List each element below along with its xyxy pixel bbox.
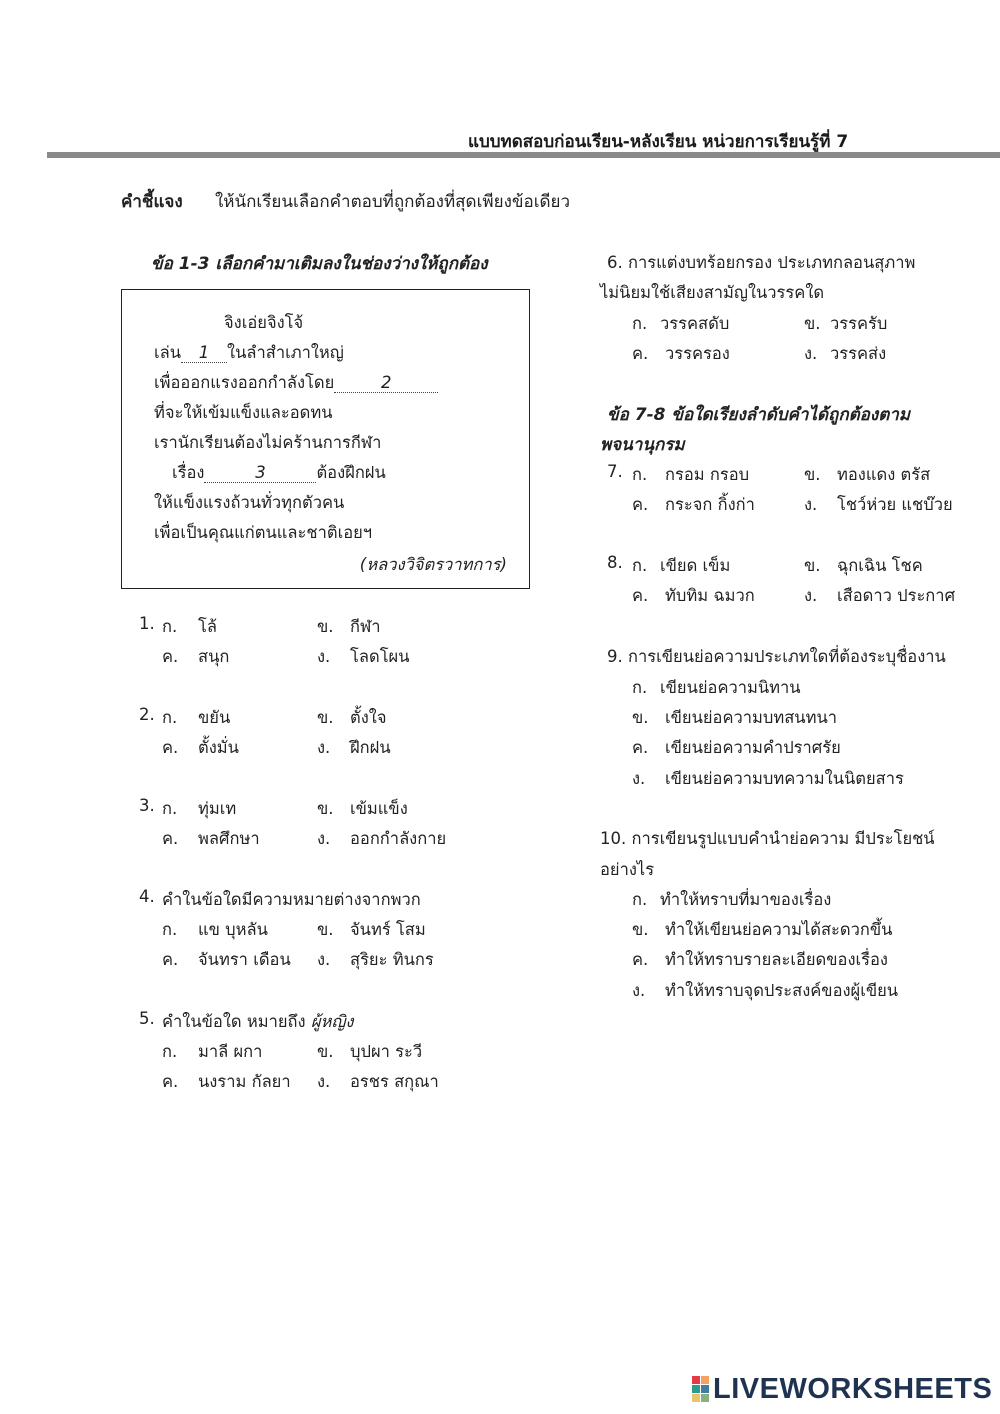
q9-option-d[interactable]: เขียนย่อความบทความในนิตยสาร [665,769,904,788]
q8-option-a[interactable]: เขียด เข็ม [660,556,731,575]
q3-option-a-label: ก. [162,799,178,818]
q7-number: 7. [607,462,623,481]
poem-line-7: ให้แข็งแรงถ้วนทั่วทุกตัวคน [154,493,345,512]
q6-option-b[interactable]: วรรครับ [830,314,888,333]
q10-stem-line-1: 10. การเขียนรูปแบบคำนำย่อความ มีประโยชน์ [600,829,935,848]
q6-option-b-label: ข. [804,314,821,333]
q9-stem: 9. การเขียนย่อความประเภทใดที่ต้องระบุชื่องาน [607,647,946,666]
poem-line-6-pre: เรื่อง [172,463,205,482]
q3-option-d[interactable]: ออกกำลังกาย [350,829,447,848]
q3-option-b-label: ข. [317,799,334,818]
q6-option-a[interactable]: วรรคสดับ [660,314,730,333]
q9-option-a[interactable]: เขียนย่อความนิทาน [660,678,801,697]
q6-option-a-label: ก. [632,314,648,333]
q10-option-a[interactable]: ทำให้ทราบที่มาของเรื่อง [660,890,832,909]
section-7-8-heading-line-1: ข้อ 7-8 ข้อใดเรียงลำดับคำได้ถูกต้องตาม [607,405,910,425]
header-divider [47,152,1000,158]
q8-number: 8. [607,553,623,572]
q1-option-c-label: ค. [162,647,179,666]
q9-option-b-label: ข. [632,708,649,727]
page-header-title: แบบทดสอบก่อนเรียน-หลังเรียน หน่วยการเรียนรู้ที่ 7 [468,132,849,152]
poem-line-6-post: ต้องฝึกฝน [316,463,386,482]
q7-option-a-label: ก. [632,465,648,484]
q2-option-c-label: ค. [162,738,179,757]
q8-option-c-label: ค. [632,586,649,605]
poem-credit: (หลวงวิจิตรวาทการ) [359,555,507,574]
poem-line-6 [172,460,386,486]
q8-option-c[interactable]: ทับทิม ฉมวก [665,586,755,605]
q5-option-d[interactable]: อรชร สกุณา [350,1072,439,1091]
section-7-8-heading-line-2: พจนานุกรม [600,435,685,455]
liveworksheets-logo[interactable] [692,1374,992,1404]
q7-option-b-label: ข. [804,465,821,484]
q7-option-a[interactable]: กรอม กรอบ [665,465,750,484]
q7-option-d-label: ง. [804,495,818,514]
q5-stem [162,1009,354,1035]
q8-option-d-label: ง. [804,586,818,605]
liveworksheets-logo-text: LIVEWORKSHEETS [713,1372,993,1405]
q1-option-d-label: ง. [317,647,331,666]
poem-line-3-pre: เพื่อออกแรงออกกำลังโดย [154,373,335,392]
q9-option-c[interactable]: เขียนย่อความคำปราศรัย [665,738,841,757]
logo-square-icon [692,1376,700,1384]
q2-number: 2. [139,705,155,724]
q7-option-d[interactable]: โชว์ห่วย แชบ๊วย [837,495,953,514]
q10-option-d-label: ง. [632,981,646,1000]
q6-option-c[interactable]: วรรครอง [665,344,730,363]
q2-option-b[interactable]: ตั้งใจ [350,708,387,727]
q4-option-b[interactable]: จันทร์ โสม [350,920,426,939]
q3-option-d-label: ง. [317,829,331,848]
q2-option-c[interactable]: ตั้งมั่น [198,738,239,757]
q5-option-c[interactable]: นงราม กัลยา [198,1072,291,1091]
q10-option-a-label: ก. [632,890,648,909]
q2-option-b-label: ข. [317,708,334,727]
q10-option-c[interactable]: ทำให้ทราบรายละเอียดของเรื่อง [665,950,888,969]
q6-option-c-label: ค. [632,344,649,363]
q2-option-d[interactable]: ฝึกฝน [350,738,391,757]
q3-option-c-label: ค. [162,829,179,848]
q4-option-c[interactable]: จันทรา เดือน [198,950,291,969]
q10-option-d[interactable]: ทำให้ทราบจุดประสงค์ของผู้เขียน [665,981,899,1000]
q4-option-a[interactable]: แข บุหลัน [198,920,268,939]
q1-option-b[interactable]: กีฬา [350,617,381,636]
q5-option-c-label: ค. [162,1072,179,1091]
q10-stem-line-2: อย่างไร [600,860,655,879]
q9-option-a-label: ก. [632,678,648,697]
q2-option-d-label: ง. [317,738,331,757]
q5-option-d-label: ง. [317,1072,331,1091]
q5-stem-text: คำในข้อใด หมายถึง [162,1012,306,1031]
q4-option-b-label: ข. [317,920,334,939]
poem-line-2-post: ในลำสำเภาใหญ่ [227,343,344,362]
logo-square-icon [701,1394,709,1402]
q1-option-a[interactable]: โล้ [198,617,217,636]
q10-option-b[interactable]: ทำให้เขียนย่อความได้สะดวกขึ้น [665,920,893,939]
q8-option-a-label: ก. [632,556,648,575]
q8-option-b-label: ข. [804,556,821,575]
q4-option-a-label: ก. [162,920,178,939]
q3-option-c[interactable]: พลศึกษา [198,829,260,848]
poem-line-5: เรานักเรียนต้องไม่คร้านการกีฬา [154,433,382,452]
q4-stem: คำในข้อใดมีความหมายต่างจากพวก [162,890,421,909]
poem-box [121,289,530,589]
poem-line-4: ที่จะให้เข้มแข็งและอดทน [154,403,333,422]
poem-line-3 [154,370,438,396]
poem-line-2-pre: เล่น [154,343,182,362]
q9-option-b[interactable]: เขียนย่อความบทสนทนา [665,708,838,727]
blank-1[interactable]: 1 [181,344,227,363]
q10-option-c-label: ค. [632,950,649,969]
blank-2[interactable]: 2 [334,374,438,393]
q5-option-b-label: ข. [317,1042,334,1061]
q4-option-c-label: ค. [162,950,179,969]
q2-option-a-label: ก. [162,708,178,727]
q7-option-b[interactable]: ทองแดง ตรัส [837,465,931,484]
section-1-3-heading: ข้อ 1-3 เลือกคำมาเติมลงในช่องว่างให้ถูกต้อง [151,254,488,274]
q1-number: 1. [139,614,155,633]
blank-3[interactable]: 3 [204,464,316,483]
instructions-text: ให้นักเรียนเลือกคำตอบที่ถูกต้องที่สุดเพียงข้อเดียว [215,192,571,212]
q4-number: 4. [139,887,155,906]
q6-stem-line-2: ไม่นิยมใช้เสียงสามัญในวรรคใด [600,283,825,302]
q4-option-d[interactable]: สุริยะ ทินกร [350,950,434,969]
q10-option-b-label: ข. [632,920,649,939]
q5-number: 5. [139,1009,155,1028]
q7-option-c-label: ค. [632,495,649,514]
q2-option-a[interactable]: ขยัน [198,708,231,727]
q5-stem-italic: ผู้หญิง [310,1012,354,1031]
logo-square-icon [701,1385,709,1393]
q8-option-d[interactable]: เสือดาว ประกาศ [837,586,956,605]
q7-option-c[interactable]: กระจก กิ้งก่า [665,495,755,514]
q5-option-b[interactable]: บุปผา ระวี [350,1042,423,1061]
q6-option-d-label: ง. [804,344,818,363]
q3-number: 3. [139,796,155,815]
poem-line-8: เพื่อเป็นคุณแก่ตนและชาติเอยฯ [154,523,373,542]
logo-square-icon [692,1385,700,1393]
logo-square-icon [701,1376,709,1384]
logo-square-icon [692,1394,700,1402]
q1-option-c[interactable]: สนุก [198,647,230,666]
q5-option-a-label: ก. [162,1042,178,1061]
q9-option-d-label: ง. [632,769,646,788]
q1-option-d[interactable]: โลดโผน [350,647,410,666]
q6-stem-line-1: 6. การแต่งบทร้อยกรอง ประเภทกลอนสุภาพ [607,253,916,272]
q9-option-c-label: ค. [632,738,649,757]
poem-title: จิงเอ่ยจิงโจ้ [224,313,304,332]
poem-line-2 [154,340,344,366]
q3-option-b[interactable]: เข้มแข็ง [350,799,408,818]
q6-option-d[interactable]: วรรคส่ง [830,344,887,363]
q5-option-a[interactable]: มาลี ผกา [198,1042,263,1061]
q1-option-b-label: ข. [317,617,334,636]
q1-option-a-label: ก. [162,617,178,636]
instructions-label: คำชี้แจง [121,192,183,212]
q4-option-d-label: ง. [317,950,331,969]
liveworksheets-logo-icon [692,1376,709,1402]
q8-option-b[interactable]: ฉุกเฉิน โชค [837,556,923,575]
q3-option-a[interactable]: ทุ่มเท [198,799,237,818]
